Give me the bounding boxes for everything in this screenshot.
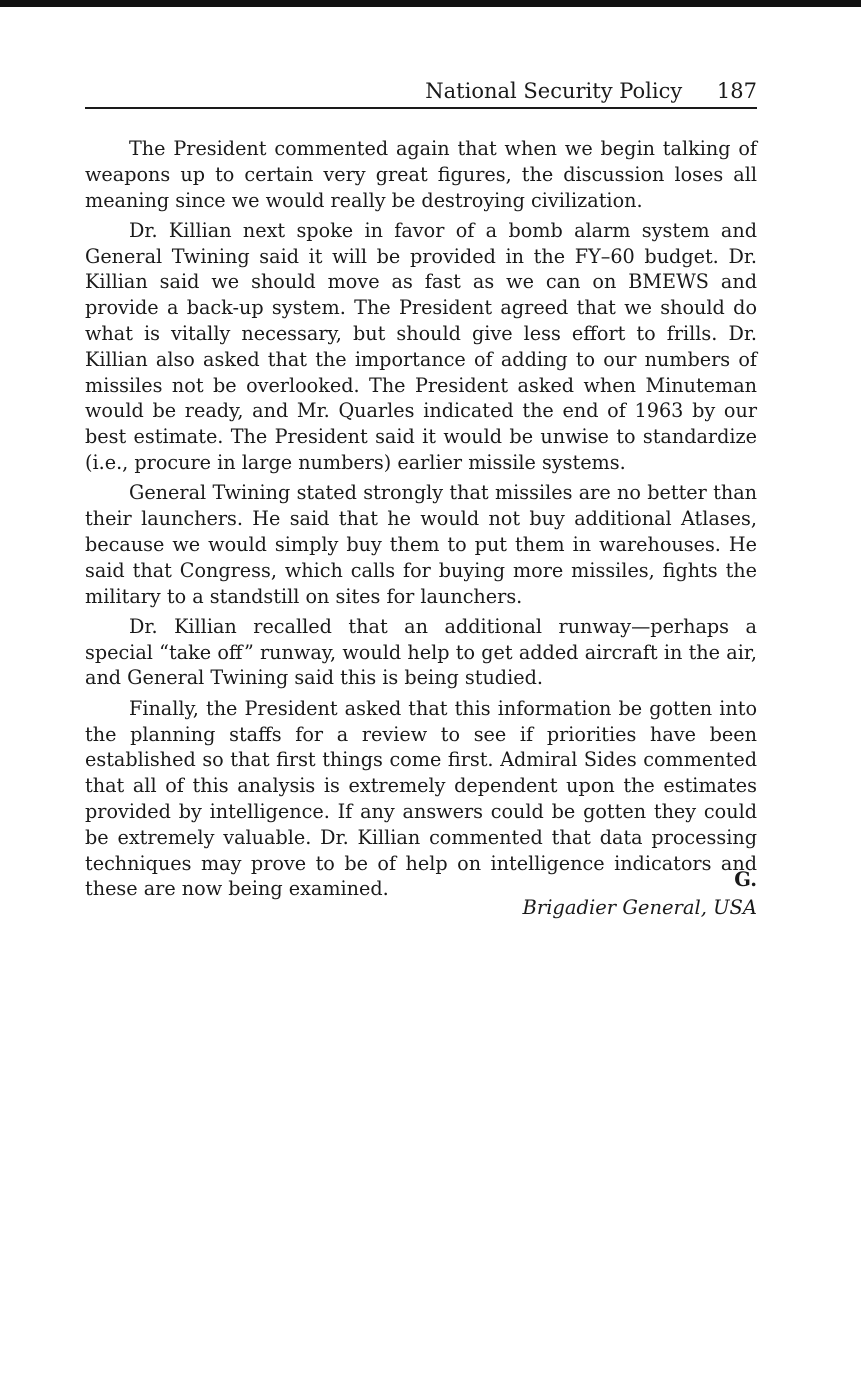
running-head [85,76,757,106]
page-top-edge [0,0,861,7]
header-rule [85,107,757,109]
paragraph: The President commented again that when we begin talking of weapons up to certain very great figures, the discussion loses all meaning since we would really be destroying civilization. [85,137,757,212]
paragraph: Dr. Killian recalled that an additional runway—perhaps a special “take off” runway, would help to get added aircraft in the air, and General Twining said this is being studied. [85,614,757,690]
paragraph: General Twining stated strongly that missiles are no better than their launchers. He said that he would not buy additional Atlases, because we would simply buy them to put them in warehouses. He said that Congress, which calls for buying more missiles, fights the military to a standstill on sites for launchers. [85,481,757,608]
signature-initial: G. [734,868,757,891]
running-head-title: National Security Policy [425,79,683,103]
body-text [85,136,757,907]
signature-block [357,866,757,922]
signature-title: Brigadier General, USA [522,896,757,919]
paragraph: Finally, the President asked that this information be gotten into the planning staffs for a review to see if priorities have been established so that first things come first. Admiral Sides commented that all of this analysis is extremely dependent upon the estimates provided by intelligence. If any answers could be gotten they could be extremely valuable. Dr. Killian commented that data processing techniques may prove to be of help on intelligence indicators and these are now being examined. [85,696,757,901]
page-number: 187 [716,79,757,103]
paragraph: Dr. Killian next spoke in favor of a bomb alarm system and General Twining said it will be provided in the FY–60 budget. Dr. Killian said we should move as fast as we can on BMEWS and provide a back-up system. The President agreed that we should do what is vitally necessary, but should give less effort to frills. Dr. Killian also asked that the importance of adding to our numbers of missiles not be overlooked. The President asked when Minuteman would be ready, and Mr. Quarles indicated the end of 1963 by our best estimate. The President said it would be unwise to standardize (i.e., procure in large numbers) earlier missile systems. [85,218,757,475]
